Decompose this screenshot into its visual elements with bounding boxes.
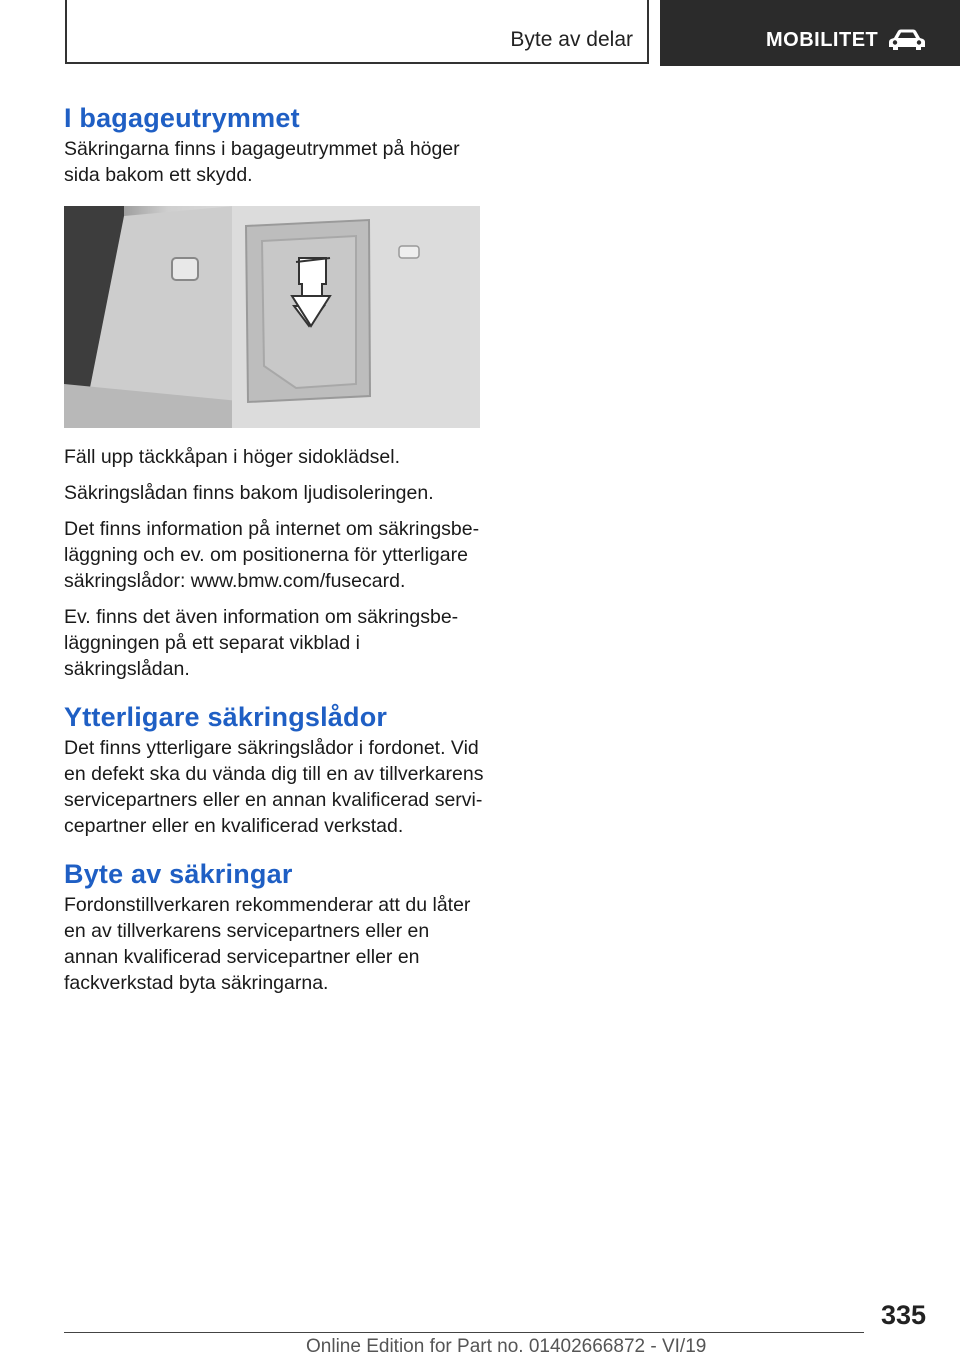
additional-fuseboxes-text: Det finns ytterligare säkringslådor i fordonet. Vid en defekt ska du vända dig till en av tillverkarens servicepartners eller en annan kvalificerad servi- cepartner eller en kvalificerad verkstad.: [64, 737, 484, 837]
figure-caption: Fäll upp täckkåpan i höger sidoklädsel.: [64, 446, 401, 468]
section-title-luggage: I bagageutrymmet: [64, 103, 300, 133]
leaflet-info-text: Ev. finns det även information om säkringsbe- läggningen på ett separat vikblad i säkringslådan.: [64, 606, 459, 680]
footer-divider: [64, 1332, 864, 1333]
header-chapter-title: MOBILITET: [766, 29, 879, 51]
header-section-title: Byte av delar: [510, 28, 633, 51]
luggage-compartment-image: [64, 206, 480, 428]
car-icon: [888, 28, 926, 52]
section-title-replacing-fuses: Byte av säkringar: [64, 859, 293, 889]
fusebox-location-text: Säkringslådan finns bakom ljudisoleringen.: [64, 482, 434, 504]
replacing-fuses-text: Fordonstillverkaren rekommenderar att du låter en av tillverkarens servicepartners eller en annan kvalificerad servicepartner eller en fackverkstad byta säkringarna.: [64, 894, 471, 994]
internet-info-text: Det finns information på internet om säkringsbe- läggning och ev. om positionerna för ytterligare säkringslådor: www.bmw.com/fusecard.: [64, 518, 480, 592]
luggage-intro: Säkringarna finns i bagageutrymmet på höger sida bakom ett skydd.: [64, 138, 460, 186]
header-section-box: [65, 0, 649, 64]
footer-edition: Online Edition for Part no. 01402666872 - VI/19: [306, 1336, 707, 1357]
main-content: [64, 100, 484, 996]
page-number: 335: [880, 1300, 926, 1330]
section-title-additional-fuseboxes: Ytterligare säkringslådor: [64, 702, 388, 732]
header-chapter-box: [660, 0, 960, 66]
